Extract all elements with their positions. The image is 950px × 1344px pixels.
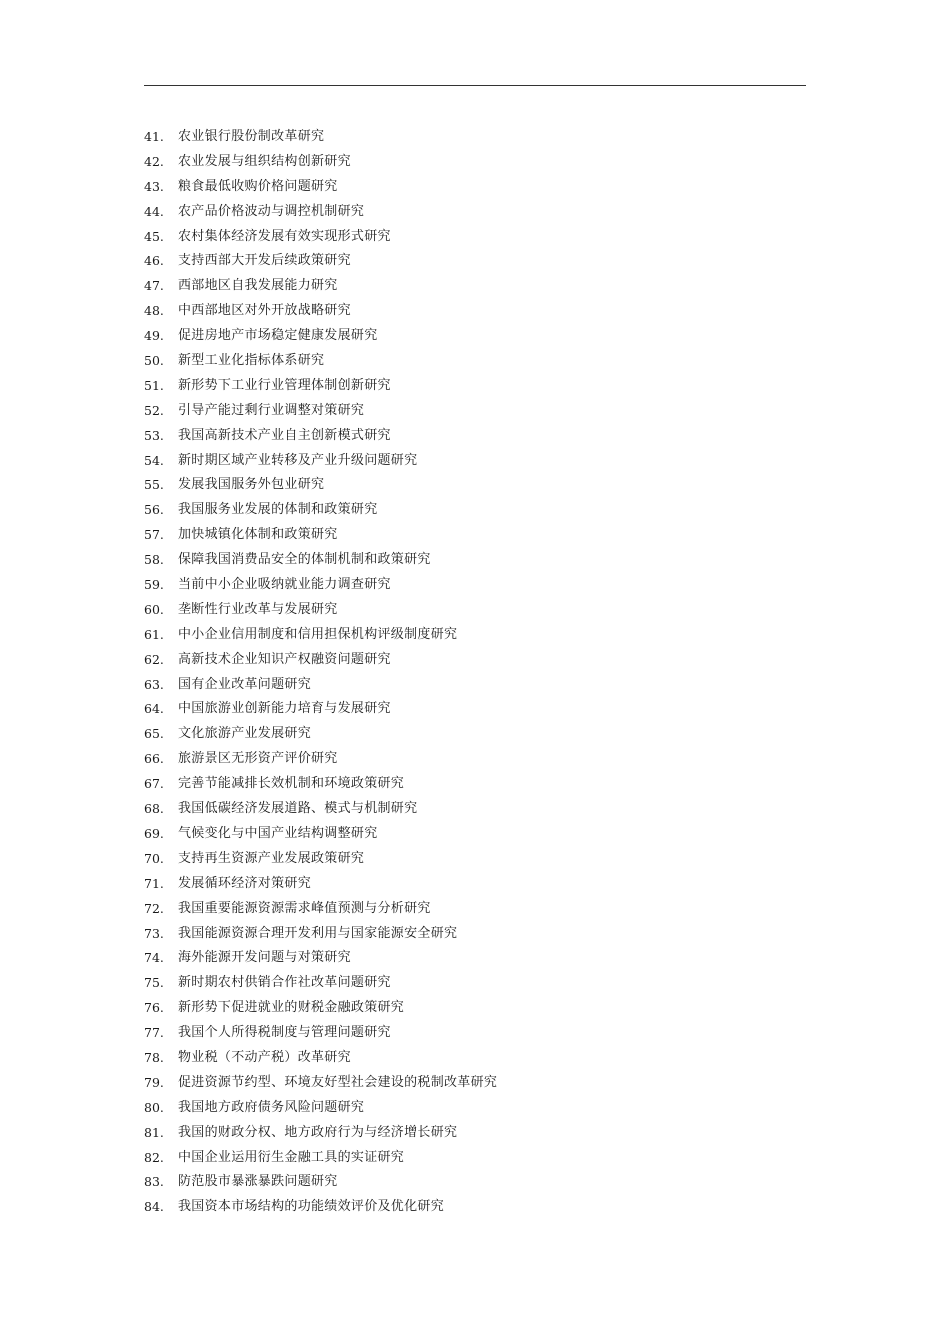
topic-title: 支持西部大开发后续政策研究: [178, 253, 351, 269]
list-item: [144, 897, 806, 922]
topic-title: 我国能源资源合理开发利用与国家能源安全研究: [178, 925, 458, 941]
topic-title: 促进资源节约型、环境友好型社会建设的税制改革研究: [178, 1074, 498, 1090]
list-item: [144, 274, 806, 299]
topic-number: 53.: [144, 427, 164, 443]
topic-title: 完善节能减排长效机制和环境政策研究: [178, 776, 405, 792]
topic-number: 51.: [144, 377, 164, 393]
topic-number: 67.: [144, 776, 164, 792]
list-item: [144, 523, 806, 548]
topic-title: 物业税（不动产税）改革研究: [178, 1049, 351, 1065]
list-item: [144, 648, 806, 673]
topic-number: 72.: [144, 900, 164, 916]
topic-number: 46.: [144, 253, 164, 269]
list-item: [144, 1096, 806, 1121]
topic-title: 新时期区域产业转移及产业升级问题研究: [178, 452, 418, 468]
topic-number: 74.: [144, 950, 164, 966]
topic-title: 我国的财政分权、地方政府行为与经济增长研究: [178, 1124, 458, 1140]
topic-title: 我国高新技术产业自主创新模式研究: [178, 427, 391, 443]
list-item: [144, 150, 806, 175]
topic-title: 引导产能过剩行业调整对策研究: [178, 402, 365, 418]
topic-list: [144, 125, 806, 1220]
list-item: [144, 673, 806, 698]
list-item: [144, 424, 806, 449]
topic-title: 我国服务业发展的体制和政策研究: [178, 502, 378, 518]
list-item: [144, 498, 806, 523]
topic-number: 55.: [144, 477, 164, 493]
topic-title: 发展循环经济对策研究: [178, 875, 312, 891]
list-item: [144, 1071, 806, 1096]
topic-title: 中小企业信用制度和信用担保机构评级制度研究: [178, 626, 458, 642]
topic-title: 农业发展与组织结构创新研究: [178, 153, 351, 169]
list-item: [144, 125, 806, 150]
topic-number: 71.: [144, 875, 164, 891]
topic-number: 42.: [144, 153, 164, 169]
topic-number: 78.: [144, 1049, 164, 1065]
list-item: [144, 473, 806, 498]
topic-title: 新型工业化指标体系研究: [178, 353, 325, 369]
topic-title: 新时期农村供销合作社改革问题研究: [178, 975, 391, 991]
list-item: [144, 573, 806, 598]
list-item: [144, 1170, 806, 1195]
list-item: [144, 822, 806, 847]
list-item: [144, 200, 806, 225]
topic-title: 保障我国消费品安全的体制机制和政策研究: [178, 552, 431, 568]
topic-number: 60.: [144, 601, 164, 617]
topic-title: 文化旅游产业发展研究: [178, 726, 312, 742]
topic-title: 中国企业运用衍生金融工具的实证研究: [178, 1149, 405, 1165]
list-item: [144, 722, 806, 747]
topic-number: 56.: [144, 502, 164, 518]
topic-number: 54.: [144, 452, 164, 468]
topic-number: 41.: [144, 129, 164, 144]
topic-number: 44.: [144, 203, 164, 219]
list-item: [144, 922, 806, 947]
topic-number: 66.: [144, 751, 164, 767]
topic-title: 气候变化与中国产业结构调整研究: [178, 825, 378, 841]
topic-number: 80.: [144, 1099, 164, 1115]
topic-title: 垄断性行业改革与发展研究: [178, 601, 338, 617]
topic-title: 新形势下促进就业的财税金融政策研究: [178, 1000, 405, 1016]
list-item: [144, 349, 806, 374]
list-item: [144, 946, 806, 971]
topic-title: 农业银行股份制改革研究: [178, 129, 325, 144]
topic-number: 73.: [144, 925, 164, 941]
topic-number: 52.: [144, 402, 164, 418]
topic-title: 促进房地产市场稳定健康发展研究: [178, 328, 378, 344]
topic-title: 新形势下工业行业管理体制创新研究: [178, 377, 391, 393]
list-item: [144, 697, 806, 722]
topic-title: 旅游景区无形资产评价研究: [178, 751, 338, 767]
list-item: [144, 324, 806, 349]
topic-title: 支持再生资源产业发展政策研究: [178, 850, 365, 866]
list-item: [144, 1195, 806, 1220]
list-item: [144, 299, 806, 324]
topic-number: 62.: [144, 651, 164, 667]
topic-title: 农村集体经济发展有效实现形式研究: [178, 228, 391, 244]
topic-number: 57.: [144, 527, 164, 543]
topic-title: 防范股市暴涨暴跌问题研究: [178, 1174, 338, 1190]
list-item: [144, 797, 806, 822]
topic-number: 68.: [144, 801, 164, 817]
topic-number: 65.: [144, 726, 164, 742]
topic-title: 我国个人所得税制度与管理问题研究: [178, 1025, 391, 1041]
topic-title: 当前中小企业吸纳就业能力调查研究: [178, 577, 391, 593]
topic-title: 我国资本市场结构的功能绩效评价及优化研究: [178, 1199, 445, 1215]
list-item: [144, 872, 806, 897]
topic-title: 我国重要能源资源需求峰值预测与分析研究: [178, 900, 431, 916]
topic-number: 81.: [144, 1124, 164, 1140]
topic-number: 76.: [144, 1000, 164, 1016]
topic-number: 58.: [144, 552, 164, 568]
topic-number: 83.: [144, 1174, 164, 1190]
topic-number: 47.: [144, 278, 164, 294]
list-item: [144, 747, 806, 772]
topic-number: 70.: [144, 850, 164, 866]
topic-title: 国有企业改革问题研究: [178, 676, 312, 692]
topic-title: 农产品价格波动与调控机制研究: [178, 203, 365, 219]
topic-title: 发展我国服务外包业研究: [178, 477, 325, 493]
list-item: [144, 598, 806, 623]
topic-number: 48.: [144, 303, 164, 319]
header-rule: [144, 85, 806, 86]
list-item: [144, 225, 806, 250]
topic-number: 59.: [144, 577, 164, 593]
list-item: [144, 175, 806, 200]
list-item: [144, 623, 806, 648]
topic-title: 高新技术企业知识产权融资问题研究: [178, 651, 391, 667]
list-item: [144, 374, 806, 399]
list-item: [144, 996, 806, 1021]
topic-number: 75.: [144, 975, 164, 991]
topic-title: 西部地区自我发展能力研究: [178, 278, 338, 294]
topic-number: 77.: [144, 1025, 164, 1041]
topic-number: 49.: [144, 328, 164, 344]
topic-number: 61.: [144, 626, 164, 642]
list-item: [144, 847, 806, 872]
list-item: [144, 772, 806, 797]
topic-number: 79.: [144, 1074, 164, 1090]
list-item: [144, 399, 806, 424]
list-item: [144, 971, 806, 996]
topic-number: 82.: [144, 1149, 164, 1165]
topic-number: 50.: [144, 353, 164, 369]
topic-title: 我国低碳经济发展道路、模式与机制研究: [178, 801, 418, 817]
list-item: [144, 1021, 806, 1046]
list-item: [144, 449, 806, 474]
topic-number: 45.: [144, 228, 164, 244]
list-item: [144, 548, 806, 573]
topic-title: 我国地方政府债务风险问题研究: [178, 1099, 365, 1115]
topic-title: 海外能源开发问题与对策研究: [178, 950, 351, 966]
topic-title: 中国旅游业创新能力培育与发展研究: [178, 701, 391, 717]
topic-title: 加快城镇化体制和政策研究: [178, 527, 338, 543]
topic-number: 63.: [144, 676, 164, 692]
topic-number: 43.: [144, 178, 164, 194]
topic-number: 69.: [144, 825, 164, 841]
list-item: [144, 1146, 806, 1171]
topic-number: 64.: [144, 701, 164, 717]
list-item: [144, 1121, 806, 1146]
topic-number: 84.: [144, 1199, 164, 1215]
topic-title: 粮食最低收购价格问题研究: [178, 178, 338, 194]
list-item: [144, 1046, 806, 1071]
topic-title: 中西部地区对外开放战略研究: [178, 303, 351, 319]
list-item: [144, 249, 806, 274]
